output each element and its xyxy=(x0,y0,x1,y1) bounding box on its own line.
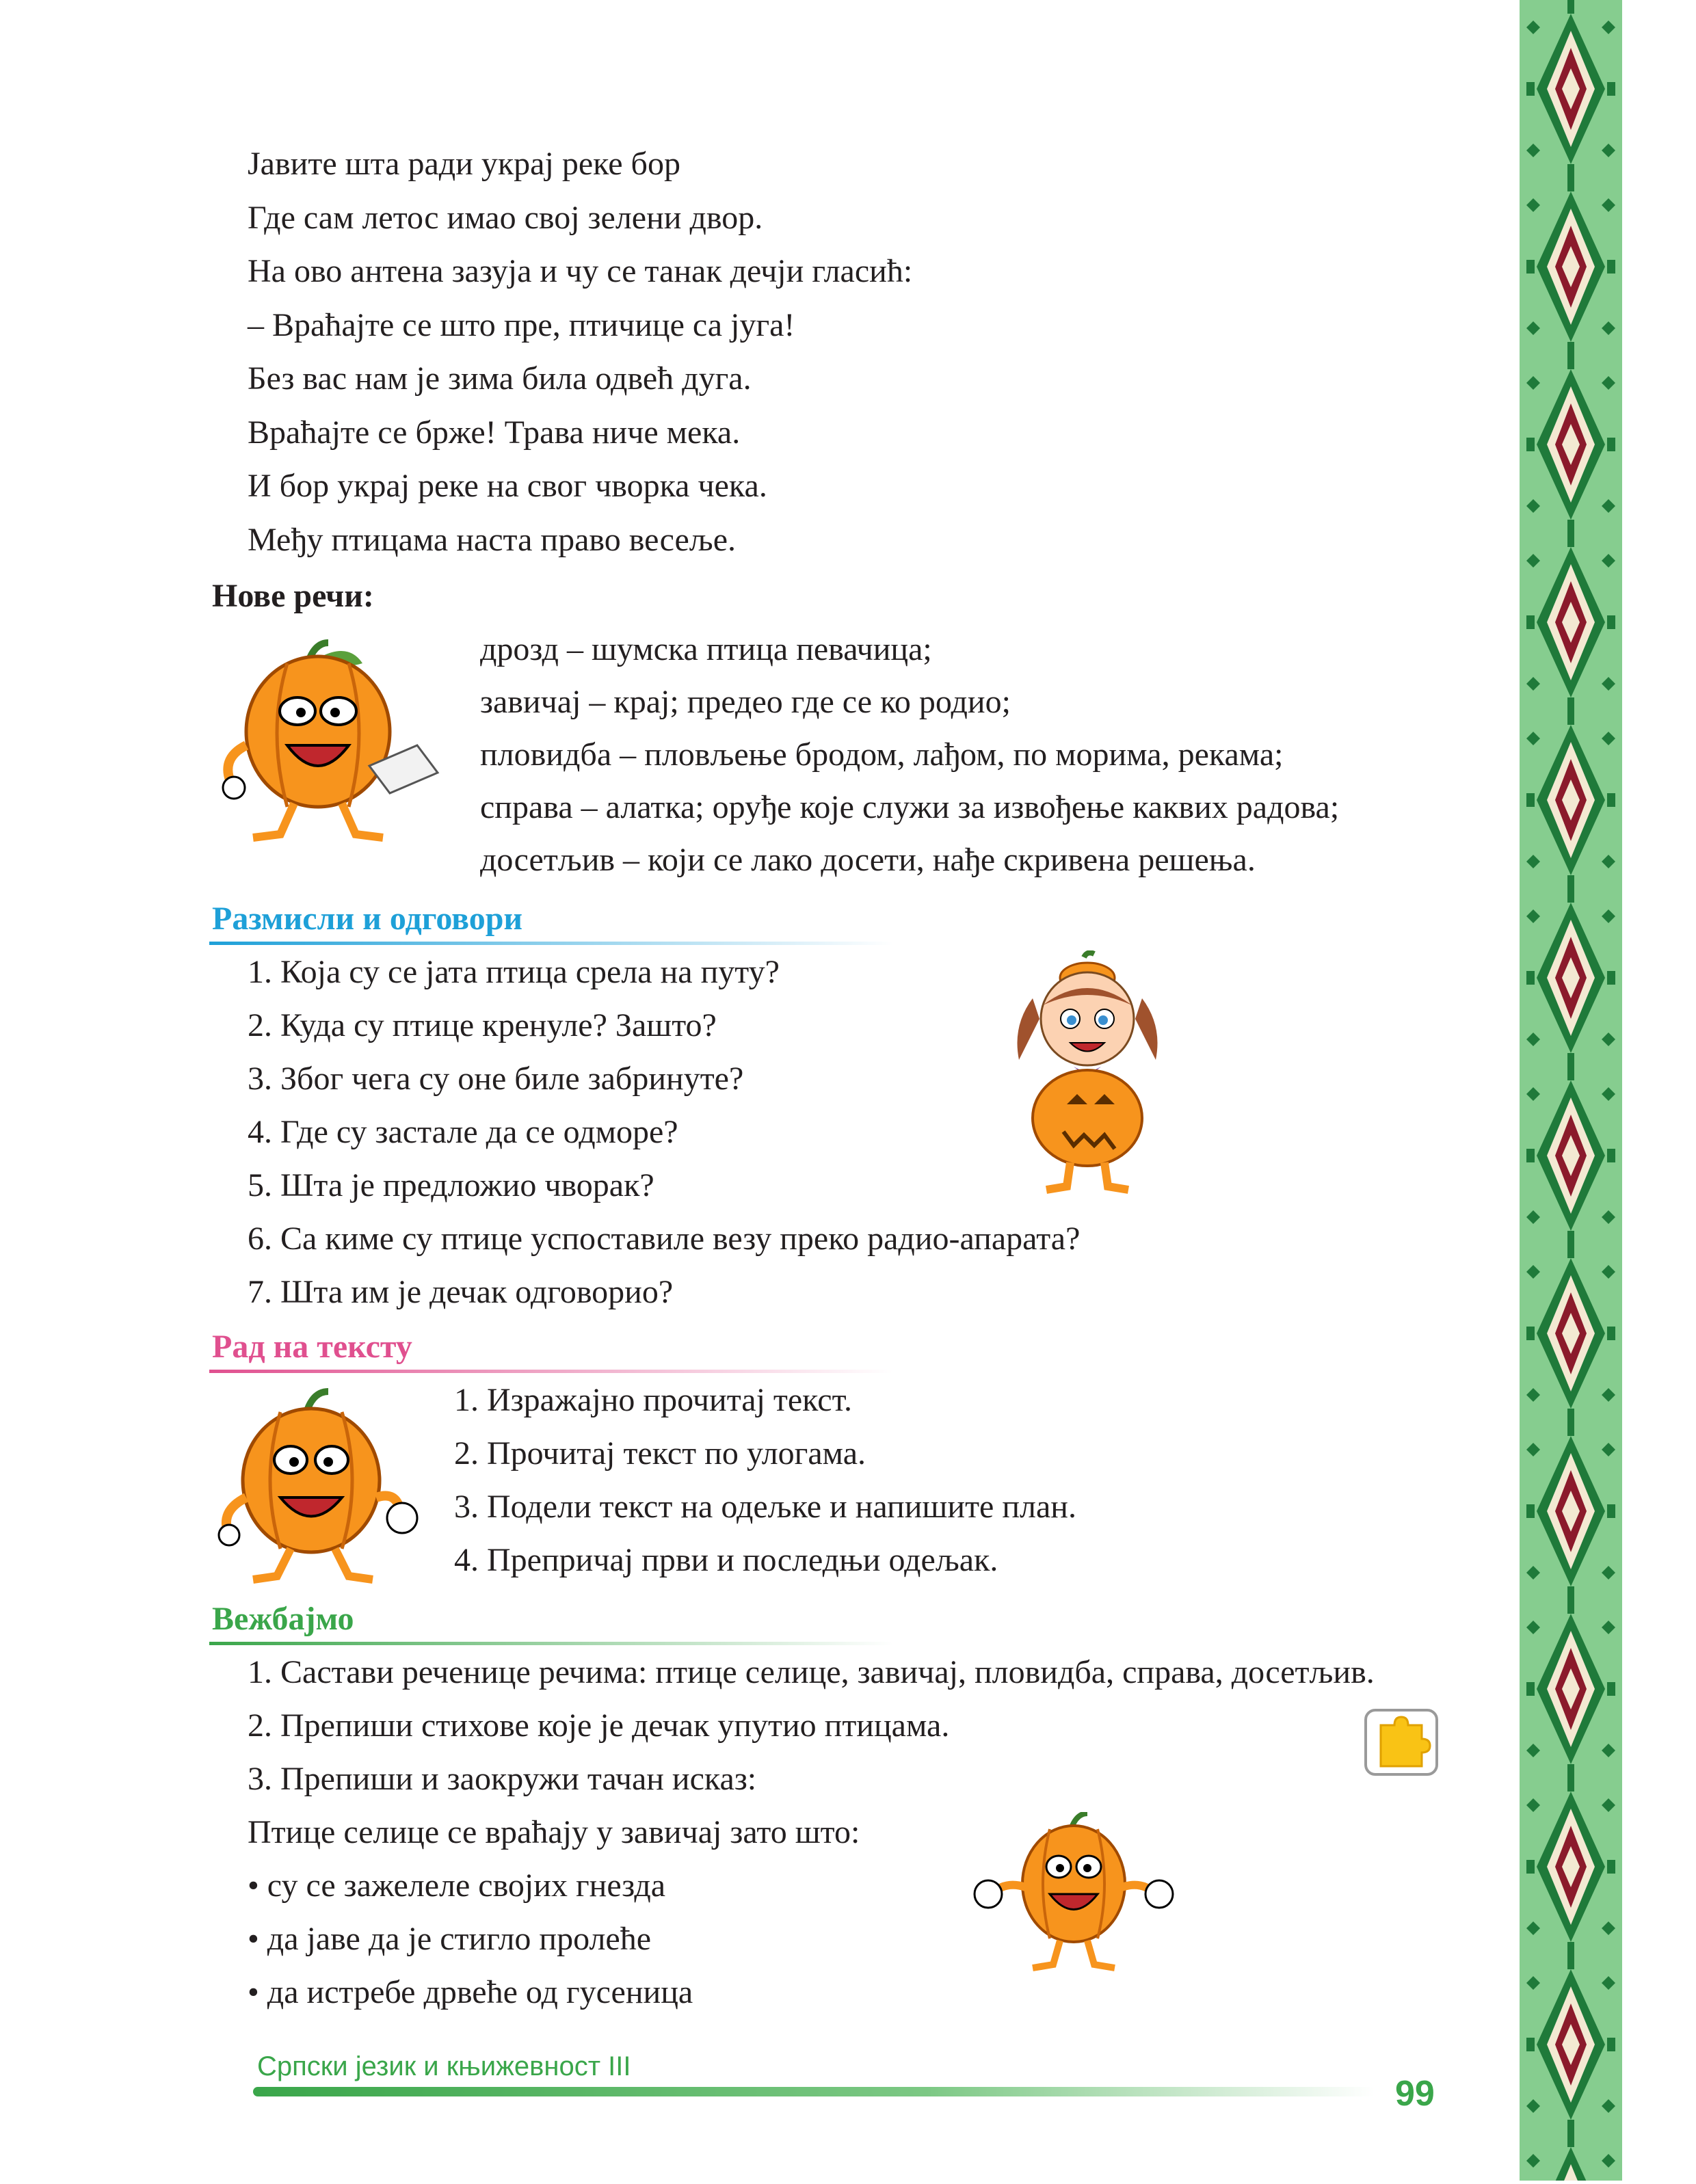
new-word-item: справа – алатка; оруђе које служи за извођење каквих радова; xyxy=(480,789,1340,825)
border-pattern-icon xyxy=(1520,0,1622,2181)
new-word-item: завичај – крај; предео где се ко родио; xyxy=(480,684,1011,720)
poem-line: Без вас нам је зима била одвећ дуга. xyxy=(248,360,752,397)
decorative-border xyxy=(1520,0,1622,2181)
new-word-item: пловидба – пловљење бродом, лађом, по морима, рекама; xyxy=(480,736,1284,773)
puzzle-piece-icon xyxy=(1364,1708,1439,1776)
question-item: 5. Шта је предложио чворак? xyxy=(248,1167,654,1203)
pumpkin-reading-icon xyxy=(205,636,451,848)
task-item: 1. Изражајно прочитај текст. xyxy=(454,1382,852,1418)
text-work-rule xyxy=(209,1370,893,1373)
question-item: 2. Куда су птице кренуле? Зашто? xyxy=(248,1007,717,1043)
page-number: 99 xyxy=(1395,2074,1435,2114)
question-item: 6. Са киме су птице успоставиле везу преко радио-апарата? xyxy=(248,1221,1081,1257)
question-item: 4. Где су застале да се одморе? xyxy=(248,1114,678,1150)
exercise-item: 1. Састави реченице речима: птице селице, завичај, пловидба, справа, досетљив. xyxy=(248,1654,1375,1690)
poem-line: Где сам летос имао свој зелени двор. xyxy=(248,200,763,236)
girl-with-pumpkin-icon xyxy=(1005,950,1169,1197)
poem-line: Међу птицама наста право весеље. xyxy=(248,522,736,558)
question-item: 3. Због чега су оне биле забринуте? xyxy=(248,1061,744,1097)
new-word-item: досетљив – који се лако досети, нађе скривена решења. xyxy=(480,842,1256,878)
question-item: 1. Која су се јата птица срела на путу? xyxy=(248,954,780,990)
poem-line: На ово антена зазуја и чу се танак дечји гласић: xyxy=(248,253,913,289)
poem-line: Враћајте се брже! Трава ниче мека. xyxy=(248,414,741,451)
task-item: 2. Прочитај текст по улогама. xyxy=(454,1435,866,1471)
new-words-heading: Нове речи: xyxy=(212,578,374,614)
exercise-prompt: Птице селице се враћају у завичај зато што: xyxy=(248,1814,860,1850)
exercise-option: • да истребе дрвеће од гусеница xyxy=(248,1974,693,2010)
task-item: 3. Подели текст на одељке и напишите план. xyxy=(454,1489,1076,1525)
exercise-rule xyxy=(209,1642,893,1645)
poem-line: Јавите шта ради украј реке бор xyxy=(248,146,680,182)
pumpkin-waving-icon xyxy=(205,1388,424,1586)
poem-line: – Враћајте се што пре, птичице са југа! xyxy=(248,307,795,343)
question-item: 7. Шта им је дечак одговорио? xyxy=(248,1274,674,1310)
book-title: Српски језик и књижевност III xyxy=(257,2051,631,2081)
exercise-item: 3. Препиши и заокружи тачан исказ: xyxy=(248,1761,757,1797)
exercise-heading: Вежбајмо xyxy=(212,1601,354,1637)
text-work-heading: Рад на тексту xyxy=(212,1329,412,1365)
exercise-item: 2. Препиши стихове које је дечак упутио птицама. xyxy=(248,1707,950,1744)
task-item: 4. Препричај први и последњи одељак. xyxy=(454,1542,998,1578)
footer-rule xyxy=(253,2087,1375,2096)
think-answer-heading: Размисли и одговори xyxy=(212,901,523,937)
exercise-option: • да јаве да је стигло пролеће xyxy=(248,1921,652,1957)
think-answer-rule xyxy=(209,942,893,945)
new-word-item: дрозд – шумска птица певачица; xyxy=(480,631,932,667)
exercise-option: • су се зажелеле својих гнезда xyxy=(248,1867,666,1904)
poem-line: И бор украј реке на свог чворка чека. xyxy=(248,468,767,504)
pumpkin-open-arms-icon xyxy=(971,1812,1176,1976)
